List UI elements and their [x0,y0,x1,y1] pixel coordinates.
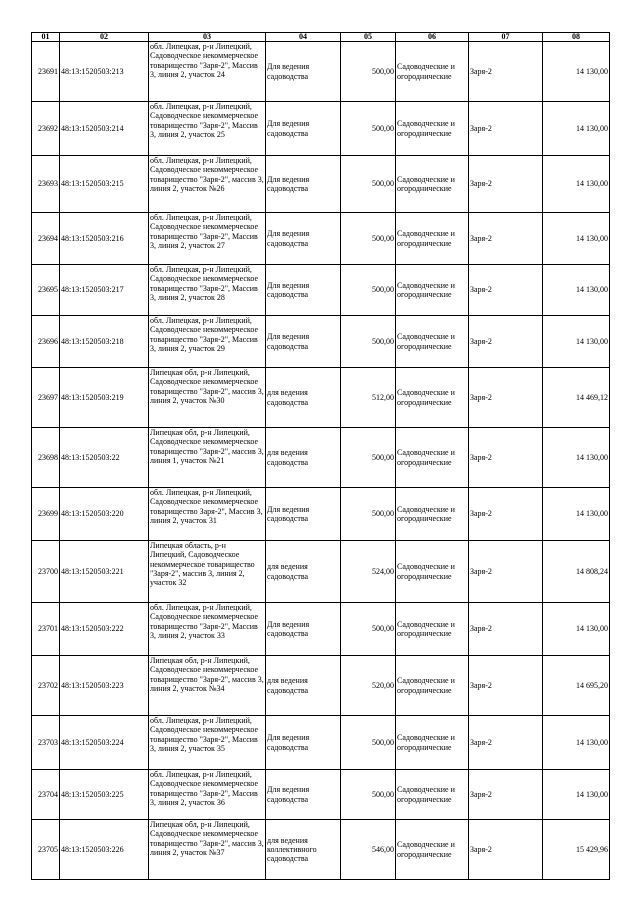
permitted-use: для ведения садоводства [267,676,309,695]
group-name: Заря-2 [470,392,492,402]
address: обл. Липецкая, р-н Липецкий, Садоводческое некоммерческое товарищество "Заря-2", Массив 3, линия 2, участок 28 [150,265,259,302]
group-name: Заря-2 [470,336,492,346]
permitted-use-cell [266,656,341,716]
table-row [32,213,610,265]
cadastral-number: 48:13:1520503:223 [61,680,124,690]
row-number: 23702 [38,680,58,690]
group-name: Заря-2 [470,509,492,519]
permitted-use-cell [266,820,341,880]
group-name-cell [469,820,543,880]
land-category: Садоводческие и огороднические [397,280,455,299]
land-category: Садоводческие и огороднические [397,174,455,193]
address: обл. Липецкая, р-н Липецкий, Садоводческое некоммерческое товарищество "Заря-2", Массив 3, линия 2, участок 29 [150,316,259,353]
cadastral-value-cell [543,770,610,820]
land-category: Садоводческие и огороднические [397,448,455,467]
group-name: Заря-2 [470,566,492,576]
row-number: 23696 [38,336,58,346]
land-category-cell [396,428,469,488]
row-number-cell [32,102,60,156]
area: 500,00 [372,66,394,76]
group-name-cell [469,541,543,603]
table-row [32,488,610,541]
group-name: Заря-2 [470,844,492,854]
address: обл. Липецкая, р-н Липецкий, Садоводческое некоммерческое товарищество "Заря-2", Массив 3, линия 2, участок 25 [150,102,259,139]
cadastral-value: 14 130,00 [576,624,608,634]
address-cell [149,213,266,265]
area: 520,00 [372,680,394,690]
land-category-cell [396,488,469,541]
column-header-01: 01 [32,33,60,42]
table-row [32,603,610,656]
area-cell [341,156,396,213]
area-cell [341,656,396,716]
row-number: 23705 [38,844,58,854]
table-row [32,820,610,880]
address-cell [149,156,266,213]
address-cell [149,541,266,603]
land-category: Садоводческие и огороднические [397,62,455,81]
land-category-cell [396,265,469,316]
permitted-use-cell [266,102,341,156]
cadastral-number: 48:13:1520503:226 [61,844,124,854]
permitted-use: для ведения садоводства [267,448,309,467]
group-name: Заря-2 [470,737,492,747]
address: обл. Липецкая, р-н Липецкий, Садоводческое некоммерческое товарищество Заря-2", Массив 3, линия 2, участок 31 [150,488,263,525]
land-category-cell [396,770,469,820]
table-row [32,265,610,316]
area: 500,00 [372,789,394,799]
row-number-cell [32,770,60,820]
group-name-cell [469,603,543,656]
cadastral-number: 48:13:1520503:219 [61,392,124,402]
document-page [31,32,609,880]
permitted-use-cell [266,603,341,656]
area: 500,00 [372,624,394,634]
permitted-use-cell [266,716,341,770]
area: 500,00 [372,233,394,243]
row-number: 23699 [38,509,58,519]
row-number: 23695 [38,285,58,295]
land-category: Садоводческие и огороднические [397,785,455,804]
cadastral-value: 14 130,00 [576,452,608,462]
area: 500,00 [372,336,394,346]
area: 500,00 [372,737,394,747]
land-category-cell [396,716,469,770]
row-number-cell [32,541,60,603]
land-category: Садоводческие и огороднические [397,676,455,695]
cadastral-value-cell [543,603,610,656]
land-category-cell [396,42,469,102]
group-name: Заря-2 [470,123,492,133]
permitted-use: Для ведения садоводства [267,504,310,523]
row-number-cell [32,656,60,716]
group-name-cell [469,656,543,716]
cadastral-value: 14 808,24 [576,566,608,576]
address-cell [149,102,266,156]
cadastral-number-cell [60,156,149,213]
row-number: 23692 [38,123,58,133]
cadastral-value: 14 130,00 [576,179,608,189]
table-row [32,716,610,770]
cadastral-value-cell [543,428,610,488]
cadastral-value-cell [543,541,610,603]
cadastral-value-cell [543,716,610,770]
land-category-cell [396,603,469,656]
land-category-cell [396,541,469,603]
cadastral-number-cell [60,541,149,603]
cadastral-value: 15 429,96 [576,844,608,854]
row-number: 23694 [38,233,58,243]
table-row [32,42,610,102]
row-number-cell [32,428,60,488]
table-row [32,428,610,488]
cadastral-number-cell [60,603,149,656]
group-name-cell [469,716,543,770]
cadastral-number-cell [60,265,149,316]
row-number: 23693 [38,179,58,189]
land-category-cell [396,316,469,368]
permitted-use-cell [266,213,341,265]
permitted-use-cell [266,428,341,488]
cadastral-number: 48:13:1520503:216 [61,233,124,243]
row-number: 23703 [38,737,58,747]
group-name: Заря-2 [470,789,492,799]
cadastral-value-cell [543,820,610,880]
address: обл. Липецкая, р-н Липецкий, Садоводческое некоммерческое товарищество "Заря-2", Массив 3, линия 2, участок 35 [150,716,259,753]
group-name: Заря-2 [470,285,492,295]
land-category: Садоводческие и огороднические [397,619,455,638]
address: обл. Липецкая, р-н Липецкий, Садоводческое некоммерческое товарищество "Заря-2", Массив 3, линия 2, участок 24 [150,42,259,79]
land-category: Садоводческие и огороднические [397,562,455,581]
permitted-use-cell [266,770,341,820]
cadastral-number: 48:13:1520503:217 [61,285,124,295]
cadastral-number: 48:13:1520503:213 [61,66,124,76]
row-number-cell [32,156,60,213]
column-header-07: 07 [469,33,543,42]
cadastral-value-cell [543,656,610,716]
land-category-cell [396,156,469,213]
address: обл. Липецкая, р-н Липецкий, Садоводческое некоммерческое товарищество "Заря-2", Массив 3, линия 2, участок 33 [150,603,259,640]
row-number-cell [32,316,60,368]
group-name: Заря-2 [470,680,492,690]
row-number-cell [32,42,60,102]
area: 500,00 [372,509,394,519]
land-category: Садоводческие и огороднические [397,229,455,248]
table-row [32,316,610,368]
row-number-cell [32,820,60,880]
area-cell [341,603,396,656]
cadastral-value-cell [543,156,610,213]
cadastral-number: 48:13:1520503:222 [61,624,124,634]
area: 546,00 [372,844,394,854]
permitted-use: Для ведения садоводства [267,174,310,193]
address-cell [149,820,266,880]
address: обл. Липецкая, р-н Липецкий, Садоводческое некоммерческое товарищество "Заря-2", Массив 3, линия 2, участок 36 [150,770,259,807]
permitted-use: Для ведения садоводства [267,119,310,138]
row-number-cell [32,368,60,428]
permitted-use: Для ведения садоводства [267,619,310,638]
land-category: Садоводческие и огороднические [397,504,455,523]
area-cell [341,488,396,541]
row-number: 23698 [38,452,58,462]
cadastral-number-cell [60,716,149,770]
group-name-cell [469,265,543,316]
land-registry-table [31,32,610,880]
cadastral-number: 48:13:1520503:22 [61,452,120,462]
address-cell [149,716,266,770]
area-cell [341,541,396,603]
permitted-use-cell [266,265,341,316]
column-header-06: 06 [396,33,469,42]
row-number: 23701 [38,624,58,634]
cadastral-number: 48:13:1520503:220 [61,509,124,519]
group-name: Заря-2 [470,624,492,634]
area-cell [341,213,396,265]
address-cell [149,656,266,716]
table-row [32,541,610,603]
row-number: 23691 [38,66,58,76]
cadastral-value: 14 130,00 [576,123,608,133]
area-cell [341,716,396,770]
cadastral-value-cell [543,213,610,265]
area-cell [341,316,396,368]
cadastral-value: 14 130,00 [576,789,608,799]
area-cell [341,42,396,102]
cadastral-number-cell [60,213,149,265]
address: Липецкая обл, р-н Липецкий, Садоводческое некоммерческое товарищество "Заря-2", массив 3, линия 2, участок №34 [150,656,264,693]
land-category-cell [396,656,469,716]
row-number-cell [32,265,60,316]
address-cell [149,488,266,541]
cadastral-value: 14 130,00 [576,509,608,519]
permitted-use: Для ведения садоводства [267,332,310,351]
land-category: Садоводческие и огороднические [397,119,455,138]
group-name: Заря-2 [470,452,492,462]
cadastral-number: 48:13:1520503:218 [61,336,124,346]
table-row [32,770,610,820]
group-name-cell [469,213,543,265]
permitted-use: Для ведения садоводства [267,785,310,804]
permitted-use: Для ведения садоводства [267,62,310,81]
group-name-cell [469,428,543,488]
area: 500,00 [372,123,394,133]
cadastral-number-cell [60,368,149,428]
cadastral-number-cell [60,770,149,820]
table-row [32,102,610,156]
table-row [32,368,610,428]
table-row [32,156,610,213]
cadastral-number-cell [60,316,149,368]
permitted-use: Для ведения садоводства [267,229,310,248]
table-row [32,656,610,716]
address: обл. Липецкая, р-н Липецкий, Садоводческое некоммерческое товарищество "Заря-2", массив 3, линия 2, участок №26 [150,156,264,193]
cadastral-value-cell [543,316,610,368]
cadastral-value: 14 130,00 [576,233,608,243]
address-cell [149,42,266,102]
address: Липецкая обл, р-н Липецкий, Садоводческое некоммерческое товарищество "Заря-2", массив 3, линия 2, участок №30 [150,368,264,405]
row-number-cell [32,716,60,770]
area: 524,00 [372,566,394,576]
cadastral-number-cell [60,42,149,102]
cadastral-number: 48:13:1520503:225 [61,789,124,799]
permitted-use: для ведения садоводства [267,388,309,407]
cadastral-value-cell [543,42,610,102]
column-header-02: 02 [60,33,149,42]
row-number-cell [32,213,60,265]
land-category-cell [396,102,469,156]
cadastral-value-cell [543,265,610,316]
column-header-05: 05 [341,33,396,42]
address-cell [149,316,266,368]
column-header-08: 08 [543,33,610,42]
group-name-cell [469,316,543,368]
group-name: Заря-2 [470,179,492,189]
area-cell [341,102,396,156]
address-cell [149,368,266,428]
area: 500,00 [372,179,394,189]
address: Липецкая обл, р-н Липецкий, Садоводческое некоммерческое товарищество "Заря-2", массив 3, линия 2, участок №37 [150,820,264,857]
land-category: Садоводческие и огороднические [397,840,455,859]
area: 500,00 [372,285,394,295]
area-cell [341,820,396,880]
group-name-cell [469,488,543,541]
area: 500,00 [372,452,394,462]
permitted-use: Для ведения садоводства [267,733,310,752]
table-body [32,42,610,880]
permitted-use-cell [266,488,341,541]
group-name-cell [469,156,543,213]
header-row [32,33,610,42]
permitted-use: Для ведения садоводства [267,280,310,299]
cadastral-number-cell [60,488,149,541]
cadastral-number: 48:13:1520503:224 [61,737,124,747]
address: Липецкая область, р-н Липецкий, Садоводческое некоммерческое товарищество "Заря-2", массив 3, линия 2, участок 32 [150,541,255,588]
cadastral-number: 48:13:1520503:221 [61,566,124,576]
area: 512,00 [372,392,394,402]
cadastral-number-cell [60,428,149,488]
address-cell [149,428,266,488]
cadastral-value: 14 130,00 [576,737,608,747]
row-number: 23700 [38,566,58,576]
cadastral-value: 14 130,00 [576,66,608,76]
land-category-cell [396,368,469,428]
area-cell [341,428,396,488]
cadastral-value-cell [543,102,610,156]
area-cell [341,265,396,316]
permitted-use: для ведения коллективного садоводства [267,835,317,864]
row-number: 23697 [38,392,58,402]
cadastral-value: 14 695,20 [576,680,608,690]
land-category-cell [396,213,469,265]
area-cell [341,770,396,820]
permitted-use-cell [266,156,341,213]
group-name: Заря-2 [470,233,492,243]
address-cell [149,265,266,316]
cadastral-number: 48:13:1520503:215 [61,179,124,189]
column-header-03: 03 [149,33,266,42]
permitted-use-cell [266,541,341,603]
cadastral-number-cell [60,102,149,156]
group-name-cell [469,102,543,156]
group-name: Заря-2 [470,66,492,76]
row-number-cell [32,603,60,656]
row-number-cell [32,488,60,541]
permitted-use: для ведения садоводства [267,562,309,581]
group-name-cell [469,42,543,102]
row-number: 23704 [38,789,58,799]
address-cell [149,770,266,820]
permitted-use-cell [266,368,341,428]
permitted-use-cell [266,316,341,368]
cadastral-value: 14 469,12 [576,392,608,402]
column-header-04: 04 [266,33,341,42]
address-cell [149,603,266,656]
cadastral-number-cell [60,656,149,716]
land-category: Садоводческие и огороднические [397,332,455,351]
land-category: Садоводческие и огороднические [397,733,455,752]
cadastral-number: 48:13:1520503:214 [61,123,124,133]
land-category: Садоводческие и огороднические [397,388,455,407]
land-category-cell [396,820,469,880]
cadastral-value-cell [543,488,610,541]
group-name-cell [469,368,543,428]
address: Липецкая обл, р-н Липецкий, Садоводческое некоммерческое товарищество "Заря-2", массив 3, линия 1, участок №21 [150,428,264,465]
cadastral-number-cell [60,820,149,880]
cadastral-value: 14 130,00 [576,285,608,295]
cadastral-value: 14 130,00 [576,336,608,346]
address: обл. Липецкая, р-н Липецкий, Садоводческое некоммерческое товарищество "Заря-2", Массив 3, линия 2, участок 27 [150,213,259,250]
area-cell [341,368,396,428]
cadastral-value-cell [543,368,610,428]
permitted-use-cell [266,42,341,102]
group-name-cell [469,770,543,820]
